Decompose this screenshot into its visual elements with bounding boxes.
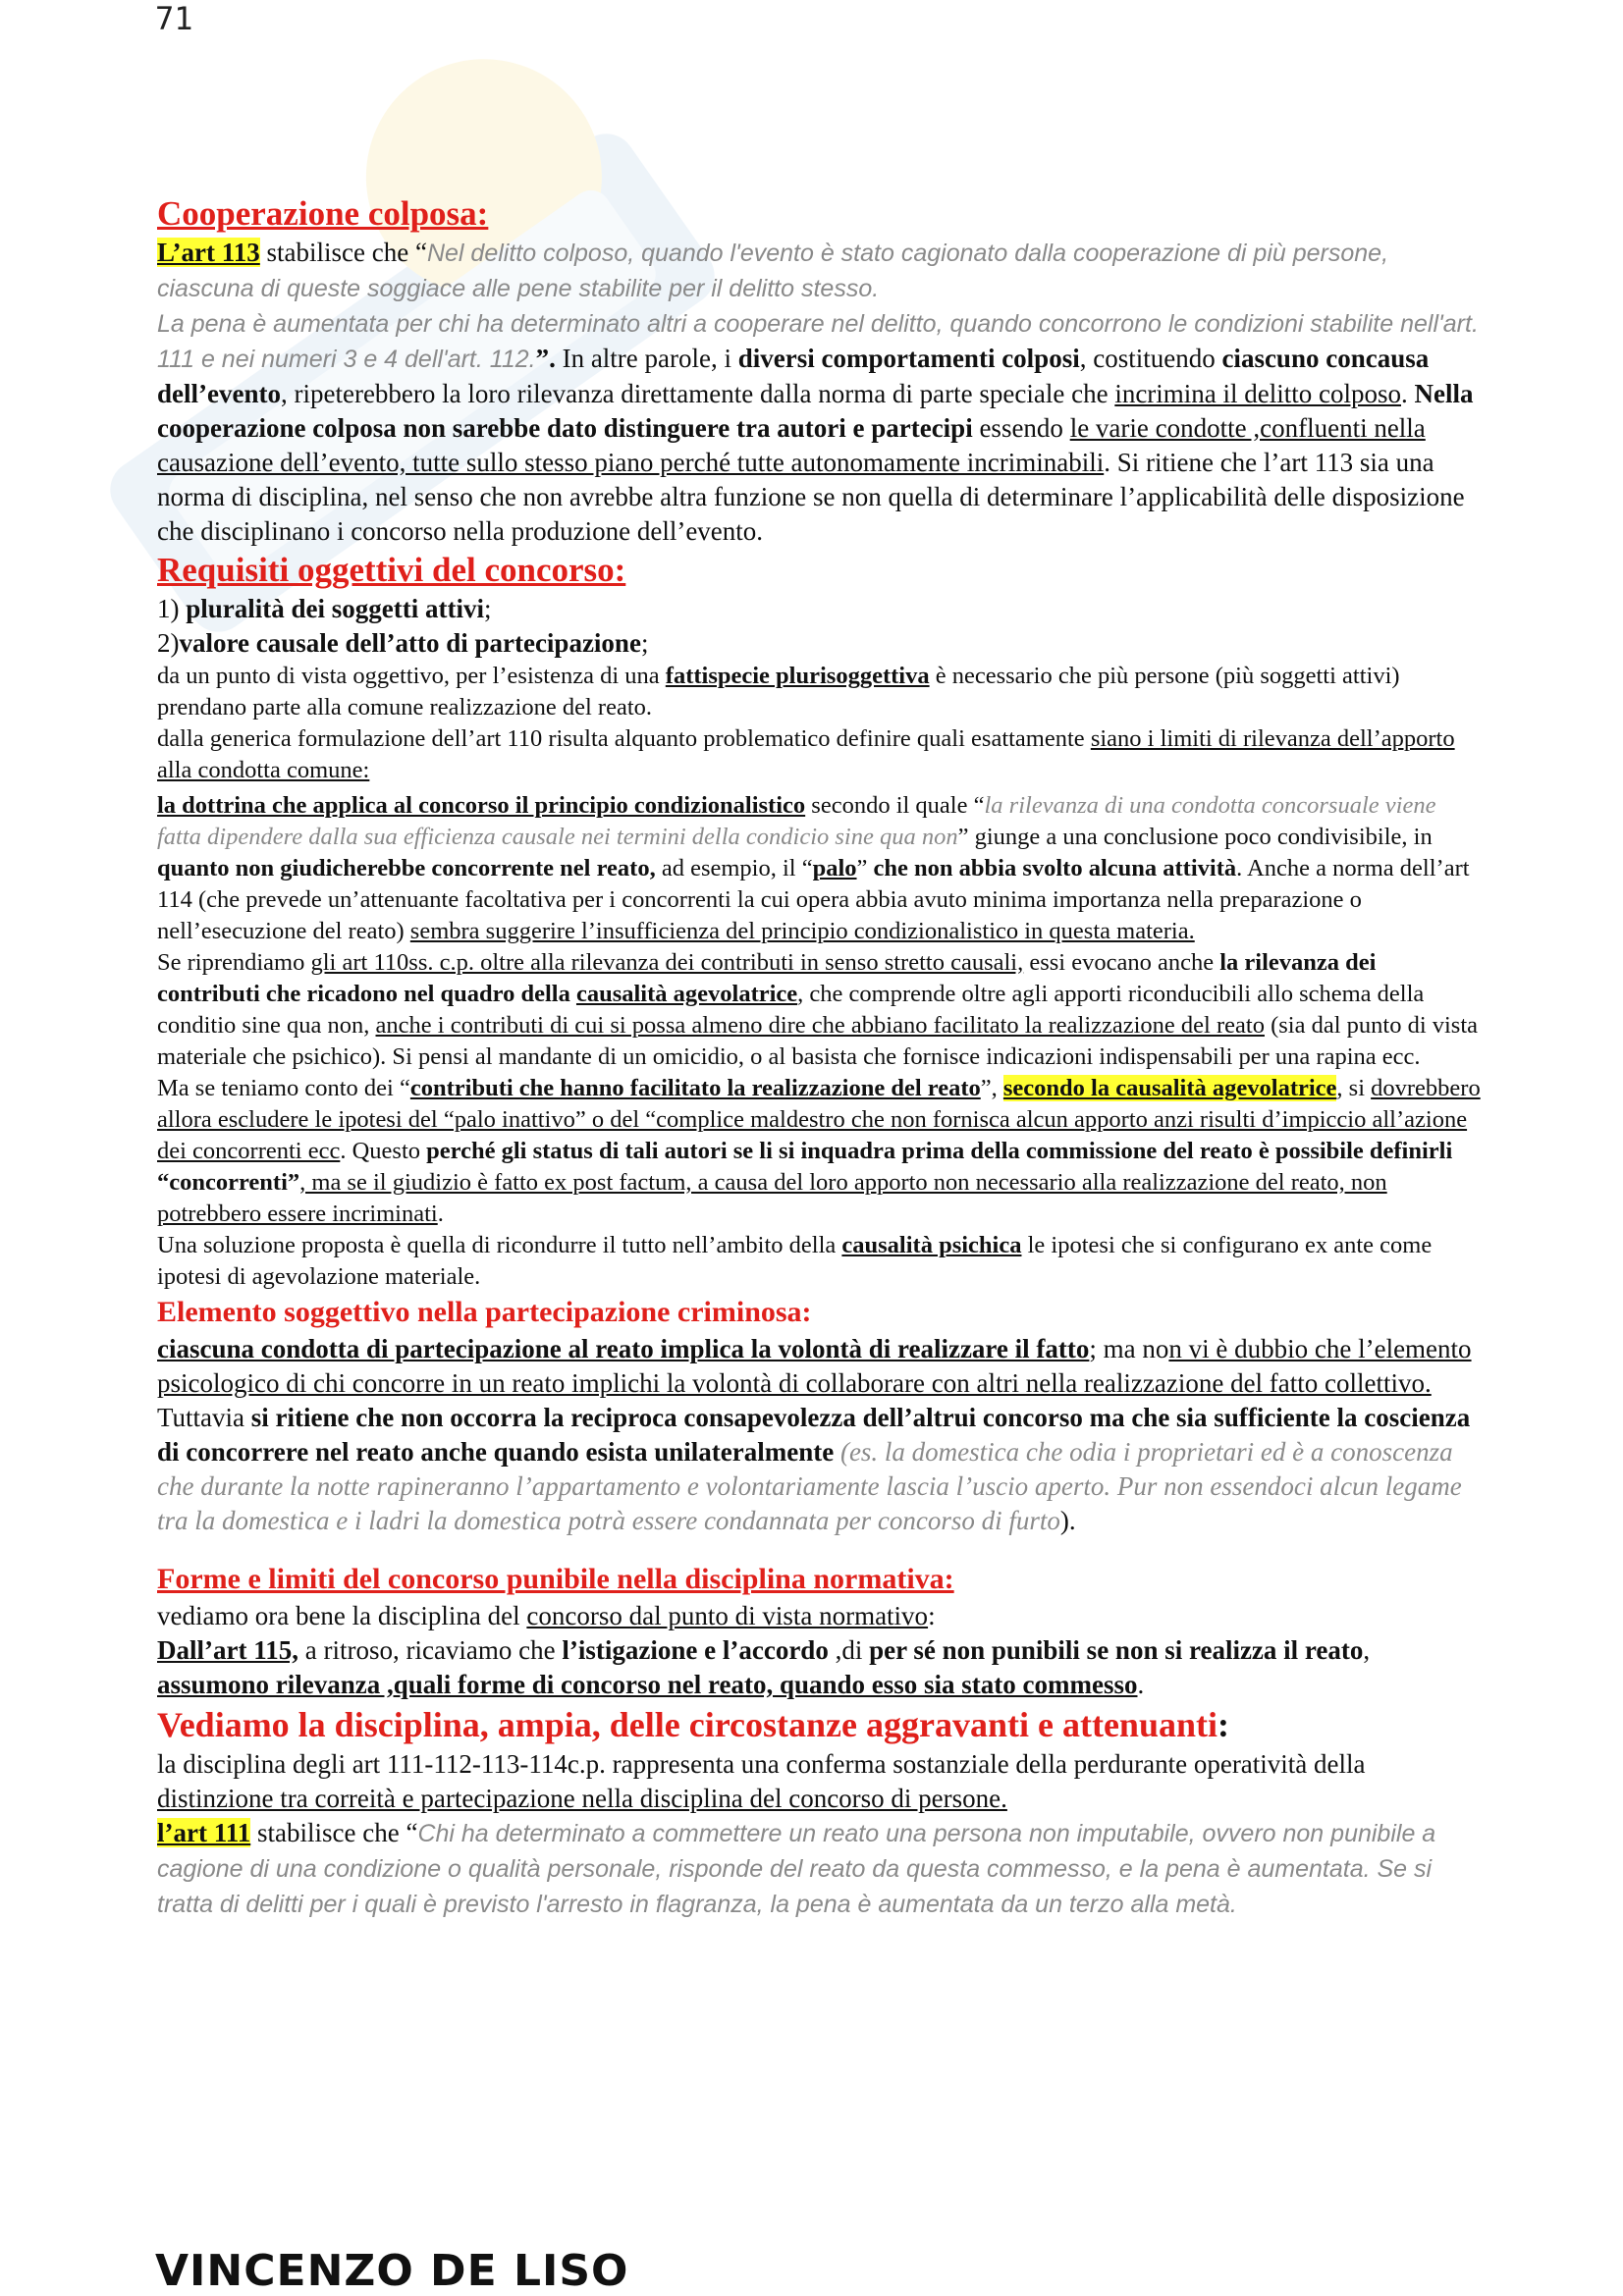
- paragraph-causalita-psichica: Una soluzione proposta è quella di ricondurre il tutto nell’ambito della causalità psichica le ipotesi che si configurano ex ante come ipotesi di agevolazione materiale.: [157, 1232, 1433, 1290]
- paragraph-causalita-agevolatrice: Se riprendiamo gli art 110ss. c.p. oltre alla rilevanza dei contributi in senso stretto causali, essi evocano anche la rilevanza dei contributi che ricadono nel quadro della causalità agevolatrice, che comprende oltre agli apporti riconducibili allo schema della conditio sine qua non, anche i contributi di cui si possa almeno dire che abbiano facilitato la realizzazione del reato (sia dal punto di vista materiale che psichico). Si pensi al mandante di un omicidio, o al basista che fornisce indicazioni indispensabili per una rapina ecc.: [157, 949, 1479, 1070]
- paragraph-art-111: l’art 111 stabilisce che “Chi ha determinato a commettere un reato una persona non imputabile, ovvero non punibile a cagione di una condizione o qualità personale, risponde del reato da questa commesso, e la pena è aumentata. Se si tratta di delitti per i quali è previsto l'arresto in flagranza, la pena è aumentata da un terzo alla metà.: [157, 1818, 1436, 1918]
- heading-cooperazione-colposa: Cooperazione colposa:: [157, 194, 489, 233]
- paragraph-disciplina-normativa: vediamo ora bene la disciplina del concorso dal punto di vista normativo:: [157, 1601, 936, 1630]
- list-item-2: 2)valore causale dell’atto di partecipazione;: [157, 628, 649, 658]
- paragraph-art-111-114: la disciplina degli art 111-112-113-114c.p. rappresenta una conferma sostanziale della perdurante operatività della distinzione tra correità e partecipazione nella disciplina del concorso di persone.: [157, 1749, 1366, 1813]
- heading-elemento-soggettivo: Elemento soggettivo nella partecipazione criminosa:: [157, 1296, 812, 1328]
- list-item-1: 1) pluralità dei soggetti attivi;: [157, 594, 492, 623]
- author-name: VINCENZO DE LISO: [155, 2246, 629, 2296]
- paragraph-elemento-soggettivo: ciascuna condotta di partecipazione al reato implica la volontà di realizzare il fatto; ma non vi è dubbio che l’elemento psicologico di chi concorre in un reato implichi la volontà di collaborare con altri nella realizzazione del fatto collettivo. Tuttavia si ritiene che non occorra la reciproca consapevolezza dell’altrui concorso ma che sia sufficiente la coscienza di concorrere nel reato anche quando esista unilateralmente (es. la domestica che odia i proprietari ed è a conoscenza che durante la notte rapineranno l’appartamento e volontariamente lascia l’uscio aperto. Pur non essendoci alcun legame tra la domestica e i ladri la domestica potrà essere condannata per concorso di furto).: [157, 1334, 1472, 1535]
- paragraph-dottrina: la dottrina che applica al concorso il principio condizionalistico secondo il quale “la rilevanza di una condotta concorsuale viene fatta dipendere dalla sua efficienza causale nei termini della condicio sine qua non” giunge a una conclusione poco condivisibile, in quanto non giudicherebbe concorrente nel reato, ad esempio, il “palo” che non abbia svolto alcuna attività. Anche a norma dell’art 114 (che prevede un’attenuante facoltativa per i concorrenti la cui opera abbia avuto minima importanza nella preparazione o nell’esecuzione del reato) sembra suggerire l’insufficienza del principio condizionalistico in questa materia.: [157, 792, 1470, 944]
- paragraph-art-110: dalla generica formulazione dell’art 110 risulta alquanto problematico definire quali esattamente siano i limiti di rilevanza dell’apporto alla condotta comune:: [157, 725, 1455, 783]
- paragraph-palo-inattivo: Ma se teniamo conto dei “contributi che hanno facilitato la realizzazione del reato”, secondo la causalità agevolatrice, si dovrebbero allora escludere le ipotesi del “palo inattivo” o del “complice maldestro che non fornisca alcun apporto anzi risulti d’impiccio all’azione dei concorrenti ecc. Questo perché gli status di tali autori se li si inquadra prima della commissione del reato è possibile definirli “concorrenti”, ma se il giudizio è fatto ex post factum, a causa del loro apporto non necessario alla realizzazione del reato, non potrebbero essere incriminati.: [157, 1075, 1481, 1227]
- page-number: 71: [155, 0, 193, 37]
- paragraph-fattispecie: da un punto di vista oggettivo, per l’esistenza di una fattispecie plurisoggettiva è necessario che più persone (più soggetti attivi) prendano parte alla comune realizzazione del reato.: [157, 663, 1400, 721]
- paragraph-art-113: L’art 113 stabilisce che “Nel delitto colposo, quando l'evento è stato cagionato dalla cooperazione di più persone, ciascuna di queste soggiace alle pene stabilite per il delitto stesso. La pena è aumentata per chi ha determinato altri a cooperare nel delitto, quando concorrono le condizioni stabilite nell'art. 111 e nei numeri 3 e 4 dell'art. 112.”. In altre parole, i diversi comportamenti colposi, costituendo ciascuno concausa dell’evento, ripeterebbero la loro rilevanza direttamente dalla norma di parte speciale che incrimina il delitto colposo. Nella cooperazione colposa non sarebbe dato distinguere tra autori e partecipi essendo le varie condotte ,confluenti nella causazione dell’evento, tutte sullo stesso piano perché tutte autonomamente incriminabili. Si ritiene che l’art 113 sia una norma di disciplina, nel senso che non avrebbe altra funzione se non quella di determinare l’applicabilità delle disposizione che disciplinano i concorso nella produzione dell’evento.: [157, 238, 1479, 546]
- heading-requisiti-oggettivi: Requisiti oggettivi del concorso:: [157, 551, 626, 589]
- paragraph-art-115: Dall’art 115, a ritroso, ricaviamo che l’istigazione e l’accordo ,di per sé non punibili se non si realizza il reato, assumono rilevanza ,quali forme di concorso nel reato, quando esso sia stato commesso.: [157, 1635, 1371, 1699]
- document-body: [157, 192, 1485, 1922]
- heading-circostanze: Vediamo la disciplina, ampia, delle circostanze aggravanti e attenuanti:: [157, 1705, 1229, 1744]
- heading-forme-limiti: Forme e limiti del concorso punibile nella disciplina normativa:: [157, 1563, 954, 1595]
